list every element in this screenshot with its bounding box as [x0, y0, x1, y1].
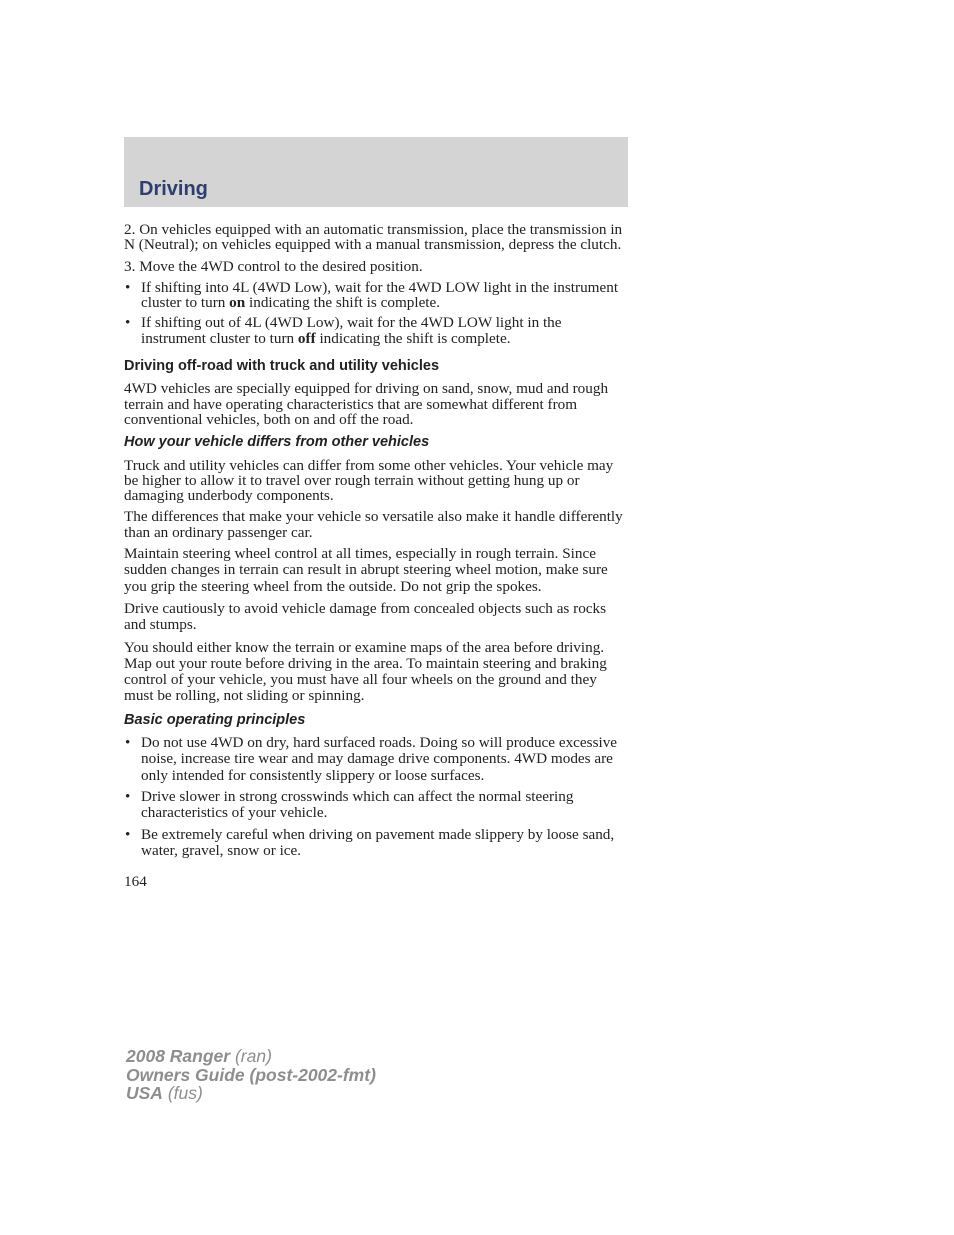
document-footer	[126, 1047, 376, 1103]
footer-model: 2008 Ranger	[126, 1046, 231, 1066]
bullet-glyph: •	[125, 278, 131, 296]
paragraph: 4WD vehicles are specially equipped for driving on sand, snow, mud and rough terrain and have operating characteristics that are somewhat different from conventional vehicles, both on and off the road.	[124, 380, 609, 428]
section-title: Driving	[139, 178, 208, 200]
bullet-glyph: •	[125, 825, 131, 843]
page-number: 164	[124, 873, 147, 891]
paragraph: The differences that make your vehicle so versatile also make it handle differently than an ordinary passenger car.	[124, 508, 623, 541]
bullet-glyph: •	[125, 787, 131, 805]
list-item	[124, 789, 630, 822]
bullet-text: Be extremely careful when driving on pavement made slippery by loose sand, water, gravel, snow or ice.	[141, 825, 615, 859]
paragraph: You should either know the terrain or examine maps of the area before driving. Map out your route before driving in the area. To maintain steering and braking control of your vehicle, you must have all four wheels on the ground and they must be rolling, not sliding or spinning.	[124, 638, 607, 705]
footer-market: USA	[126, 1083, 163, 1103]
bullet-bold-word: off	[297, 329, 316, 347]
bullet-glyph: •	[125, 734, 131, 752]
principles-bullet-list	[124, 735, 630, 859]
footer-line-market	[126, 1084, 376, 1103]
paragraph: Drive cautiously to avoid vehicle damage from concealed objects such as rocks and stumps.	[124, 599, 607, 634]
paragraph: Maintain steering wheel control at all times, especially in rough terrain. Since sudden changes in terrain can result in abrupt steering wheel motion, make sure you grip the steering wheel from the outside. Do not grip the spokes.	[124, 545, 608, 595]
list-item	[124, 280, 630, 311]
bullet-text: Drive slower in strong crosswinds which can affect the normal steering characteristics of your vehicle.	[141, 787, 574, 822]
step-2-text: 2. On vehicles equipped with an automatic transmission, place the transmission in N (Neutral); on vehicles equipped with a manual transmission, depress the clutch.	[124, 221, 623, 254]
bullet-text: indicating the shift is complete.	[315, 329, 511, 347]
bullet-text: indicating the shift is complete.	[245, 294, 441, 312]
step-3-text: 3. Move the 4WD control to the desired position.	[124, 257, 423, 275]
shift-bullet-list	[124, 280, 630, 346]
subsection-heading: Basic operating principles	[124, 711, 306, 728]
list-item	[124, 735, 630, 784]
page-content	[124, 222, 630, 889]
paragraph: Truck and utility vehicles can differ from some other vehicles. Your vehicle may be higher to allow it to travel over rough terrain without getting hung up or damaging underbody components.	[124, 456, 614, 505]
subsection-heading: How your vehicle differs from other vehicles	[124, 434, 430, 451]
list-item	[124, 315, 630, 346]
section-heading: Driving off-road with truck and utility vehicles	[124, 358, 440, 375]
bullet-glyph: •	[125, 314, 131, 332]
bullet-text: If shifting out of 4L (4WD Low), wait for the 4WD LOW light in the instrument cluster to turn	[141, 314, 562, 347]
footer-line-guide	[126, 1066, 376, 1085]
bullet-bold-word: on	[229, 294, 246, 312]
footer-model-code: (ran)	[230, 1046, 272, 1066]
footer-guide: Owners Guide (post-2002-fmt)	[126, 1064, 376, 1085]
bullet-text: If shifting into 4L (4WD Low), wait for the 4WD LOW light in the instrument cluster to turn	[141, 278, 619, 312]
footer-market-code: (fus)	[162, 1083, 203, 1103]
footer-line-model	[126, 1047, 376, 1066]
list-item	[124, 827, 630, 860]
bullet-text: Do not use 4WD on dry, hard surfaced roads. Doing so will produce excessive noise, increase tire wear and may damage drive components. 4WD modes are only intended for consistently slippery or loose surfaces.	[141, 734, 618, 784]
section-header-band	[124, 137, 628, 207]
